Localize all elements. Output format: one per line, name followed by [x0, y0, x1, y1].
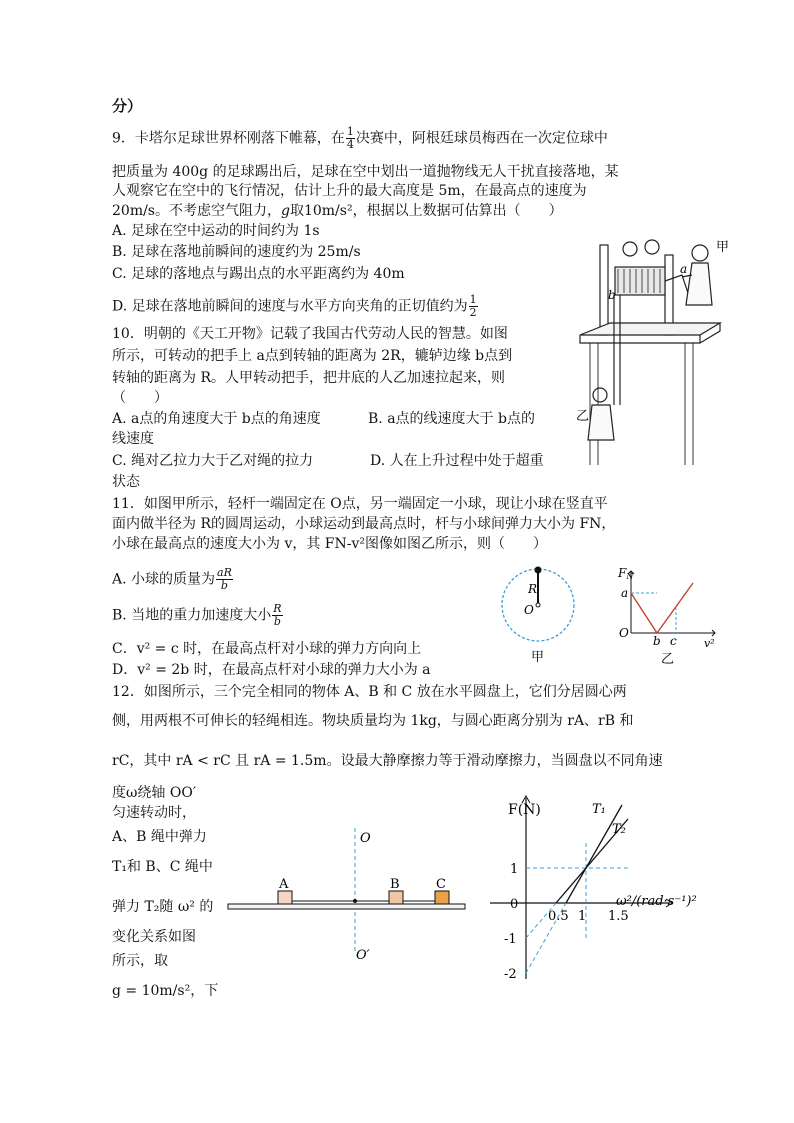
q12-tension-chart [488, 790, 768, 985]
q9-line4 [112, 202, 563, 220]
worker-head-2 [645, 240, 659, 254]
q10-option-b-cont: 线速度 [112, 431, 154, 447]
q10-option-d-cont: 状态 [112, 474, 140, 490]
person-yi-head [593, 388, 607, 402]
q11-opt-b-num: R [273, 602, 282, 615]
q12-line1: 12．如图所示，三个完全相同的物体 A、B 和 C 放在水平圆盘上，它们分居圆心两 [112, 684, 627, 700]
windlass-drum [615, 267, 665, 295]
series-1-label: T₂ [612, 822, 626, 837]
q9-line4-b: 取10m/s²，根据以上数据可估算出（ ） [289, 203, 563, 219]
label-a: a [621, 586, 629, 600]
q12-line9: 变化关系如图 [112, 929, 196, 945]
q10-option-b: B. a点的线速度大于 b点的 [368, 411, 535, 427]
q12-line5: 匀速转动时， [112, 805, 196, 821]
top-fragment: 分） [112, 97, 143, 115]
chart-ylabel: F(N) [508, 802, 541, 818]
chart-ytick--1: -1 [504, 932, 517, 947]
q9-opt-d-num: 1 [469, 293, 477, 306]
q11-option-a [112, 567, 234, 592]
label-c: C [436, 877, 446, 892]
block-b [389, 891, 403, 904]
chart-xlabel: ω²/(rad·s⁻¹)² [616, 894, 697, 909]
label-b: B [390, 877, 400, 892]
q11-line2: 面内做半径为 R的圆周运动，小球运动到最高点时，杆与小球间弹力大小为 FN， [112, 516, 616, 532]
chart-xtick-0.5: 0.5 [548, 909, 569, 924]
label-fn [617, 566, 634, 581]
label-fn-f: F [618, 566, 627, 580]
q9-option-d [112, 294, 479, 319]
chart-ytick--2: -2 [504, 967, 517, 982]
chart-xtick-1.5: 1.5 [608, 909, 629, 924]
q12-line6: A、B 绳中弹力 [112, 829, 207, 845]
center-dot [353, 899, 357, 903]
q11-figure-jia [500, 565, 580, 665]
label-fn-sub: N [626, 572, 634, 581]
q11-line1: 11．如图甲所示，轻杆一端固定在 O点，另一端固定一小球，现让小球在竖直平 [112, 496, 608, 512]
q12-line3: rC，其中 rA < rC 且 rA = 1.5m。设最大静摩擦力等于滑动摩擦力，当圆盘以不同角速 [112, 753, 663, 769]
fig-label-jia: 甲 [716, 240, 730, 255]
q12-line7: T₁和 B、C 绳中 [112, 859, 213, 875]
q9-line4-a: 20m/s。不考虑空气阻力， [112, 203, 281, 219]
fig-label-a: a [680, 262, 688, 276]
label-c: c [670, 634, 677, 648]
q9-g-var: g [281, 203, 290, 219]
q9-option-a: A. 足球在空中运动的时间约为 1s [112, 223, 320, 239]
q9-frac-den: 4 [346, 138, 354, 151]
label-r: R [528, 582, 538, 596]
q10-line2: 所示，可转动的把手上 a点到转轴的距离为 2R，辘轳边缘 b点到 [112, 348, 513, 364]
windlass-platform [580, 323, 720, 335]
q11-opt-b-den: b [273, 615, 281, 628]
label-a: A [279, 877, 289, 892]
label-o-top: O [360, 831, 371, 846]
disk-rod [228, 904, 465, 909]
q9-option-d-fraction [469, 294, 478, 319]
label-o-bottom: O′ [356, 948, 370, 963]
q9-line1 [112, 126, 608, 151]
q9-line1-a: 9．卡塔尔足球世界杯刚落下帷幕，在 [112, 130, 345, 147]
q10-line3: 转轴的距离为 R。人甲转动把手，把井底的人乙加速拉起来，则 [112, 370, 505, 386]
q11-option-b-fraction [272, 603, 282, 628]
label-origin: O [619, 626, 629, 640]
q9-option-d-text: D. 足球在落地前瞬间的速度与水平方向夹角的正切值约为 [112, 298, 468, 315]
q12-line11: g = 10m/s²，下 [112, 983, 219, 999]
series-0-label: T₁ [592, 802, 606, 817]
caption-jia: 甲 [531, 650, 545, 665]
windlass-left-post [600, 245, 608, 335]
q11-option-b [112, 603, 284, 628]
chart-ytick-1: 1 [510, 862, 519, 877]
q10-option-d: D. 人在上升过程中处于超重 [370, 453, 544, 469]
fn-line-down [631, 593, 657, 633]
block-a [278, 891, 292, 904]
q11-option-b-text: B. 当地的重力加速度大小 [112, 607, 272, 624]
chart-xtick-1: 1 [578, 909, 587, 924]
q11-opt-a-num: aR [217, 566, 232, 579]
label-v2: v² [704, 637, 715, 650]
windlass-handle [665, 275, 688, 293]
q9-option-b: B. 足球在落地前瞬间的速度约为 25m/s [112, 244, 361, 260]
q11-option-a-text: A. 小球的质量为 [112, 571, 216, 588]
q9-line3: 人观察它在空中的飞行情况，估计上升的最大高度是 5m，在最高点的速度为 [112, 183, 587, 199]
q12-disk-figure [225, 828, 470, 968]
q9-frac-num: 1 [346, 125, 354, 138]
q10-option-c: C. 绳对乙拉力大于乙对绳的拉力 [112, 453, 314, 469]
q11-option-d: D．v² = 2b 时，在最高点杆对小球的弹力大小为 a [112, 662, 431, 678]
q10-option-a: A. a点的角速度大于 b点的角速度 [112, 411, 321, 427]
label-b: b [653, 634, 661, 648]
q12-line10: 所示，取 [112, 953, 168, 969]
chart-ytick-0: 0 [510, 897, 519, 912]
label-o: O [524, 603, 534, 617]
windlass-figure [570, 235, 730, 475]
person-yi-body [588, 405, 614, 440]
series-0-line [566, 805, 622, 903]
q11-option-c: C．v² = c 时，在最高点杆对小球的弹力方向向上 [112, 641, 422, 657]
q11-figure-yi [615, 565, 725, 665]
worker-head-1 [623, 242, 637, 256]
ball [535, 567, 542, 574]
q9-fraction [346, 126, 355, 151]
person-jia-head [692, 245, 708, 261]
q12-line2: 侧，用两根不可伸长的轻绳相连。物块质量均为 1kg，与圆心距离分别为 rA、rB 和 [112, 713, 634, 729]
fn-line-up [657, 583, 693, 633]
q9-opt-d-den: 2 [469, 306, 477, 319]
pivot-o [536, 603, 540, 607]
q11-line3: 小球在最高点的速度大小为 v，其 FN-v²图像如图乙所示，则（ ） [112, 536, 548, 552]
q11-opt-a-den: b [220, 579, 228, 592]
block-c [435, 891, 449, 904]
q9-line1-b: 决赛中，阿根廷球员梅西在一次定位球中 [355, 130, 608, 147]
q12-line4: 度ω绕轴 OO′ [112, 785, 196, 801]
fig-label-b: b [608, 288, 616, 302]
q10-line4: （ ） [112, 390, 168, 406]
caption-yi: 乙 [661, 652, 675, 667]
q12-line8: 弹力 T₂随 ω² 的 [112, 899, 214, 915]
q10-line1: 10．明朝的《天工开物》记载了我国古代劳动人民的智慧。如图 [112, 326, 508, 342]
q11-option-a-fraction [216, 567, 233, 592]
fig-label-yi: 乙 [576, 409, 590, 424]
q9-line2: 把质量为 400g 的足球踢出后，足球在空中划出一道抛物线无人干扰直接落地，某 [112, 164, 619, 180]
q9-option-c: C. 足球的落地点与踢出点的水平距离约为 40m [112, 266, 405, 282]
